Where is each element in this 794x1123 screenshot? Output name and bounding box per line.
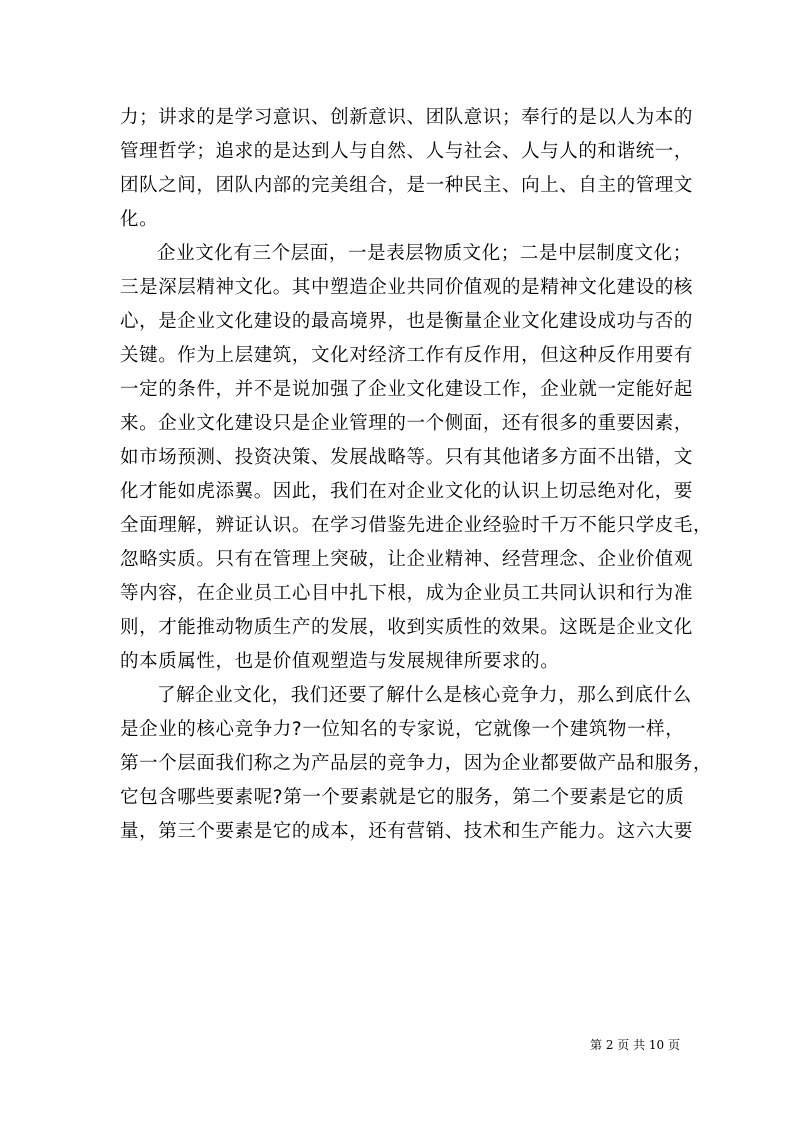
text-line: 它包含哪些要素呢?第一个要素就是它的服务，第二个要素是它的质 bbox=[120, 787, 685, 808]
text-line: 是企业的核心竞争力?一位知名的专家说，它就像一个建筑物一样， bbox=[120, 719, 685, 740]
text-line: 等内容，在企业员工心目中扎下根，成为企业员工共同认识和行为准 bbox=[120, 583, 694, 604]
text-line: 三是深层精神文化。其中塑造企业共同价值观的是精神文化建设的核 bbox=[120, 277, 694, 298]
page-number-footer: 第 2 页 共 10 页 bbox=[590, 1038, 680, 1052]
text-line: 如市场预测、投资决策、发展战略等。只有其他诸多方面不出错，文 bbox=[120, 447, 694, 468]
text-line: 一定的条件，并不是说加强了企业文化建设工作，企业就一定能好起 bbox=[120, 379, 694, 400]
text-line: 忽略实质。只有在管理上突破，让企业精神、经营理念、企业价值观 bbox=[120, 549, 694, 570]
text-line: 管理哲学；追求的是达到人与自然、人与社会、人与人的和谐统一， bbox=[120, 141, 694, 162]
text-line: 则，才能推动物质生产的发展，收到实质性的效果。这既是企业文化 bbox=[120, 617, 694, 638]
text-line: 全面理解，辨证认识。在学习借鉴先进企业经验时千万不能只学皮毛， bbox=[120, 515, 713, 536]
text-line: 关键。作为上层建筑，文化对经济工作有反作用，但这种反作用要有 bbox=[120, 345, 694, 366]
paragraph-first-line: 了解企业文化，我们还要了解什么是核心竞争力，那么到底什么 bbox=[157, 685, 692, 706]
text-line: 化。 bbox=[120, 209, 159, 230]
text-line: 来。企业文化建设只是企业管理的一个侧面，还有很多的重要因素， bbox=[120, 413, 694, 434]
text-line: 第一个层面我们称之为产品层的竞争力，因为企业都要做产品和服务， bbox=[120, 753, 713, 774]
text-line: 心，是企业文化建设的最高境界，也是衡量企业文化建设成功与否的 bbox=[120, 311, 694, 332]
body-text bbox=[120, 101, 713, 849]
text-line: 化才能如虎添翼。因此，我们在对企业文化的认识上切忌绝对化，要 bbox=[120, 481, 694, 502]
text-line: 的本质属性，也是价值观塑造与发展规律所要求的。 bbox=[120, 651, 560, 672]
text-line: 团队之间，团队内部的完美组合，是一种民主、向上、自主的管理文 bbox=[120, 175, 694, 196]
text-line: 量，第三个要素是它的成本，还有营销、技术和生产能力。这六大要 bbox=[120, 821, 694, 842]
text-line: 力；讲求的是学习意识、创新意识、团队意识；奉行的是以人为本的 bbox=[120, 107, 694, 128]
paragraph-first-line: 企业文化有三个层面，一是表层物质文化；二是中层制度文化； bbox=[157, 243, 692, 264]
